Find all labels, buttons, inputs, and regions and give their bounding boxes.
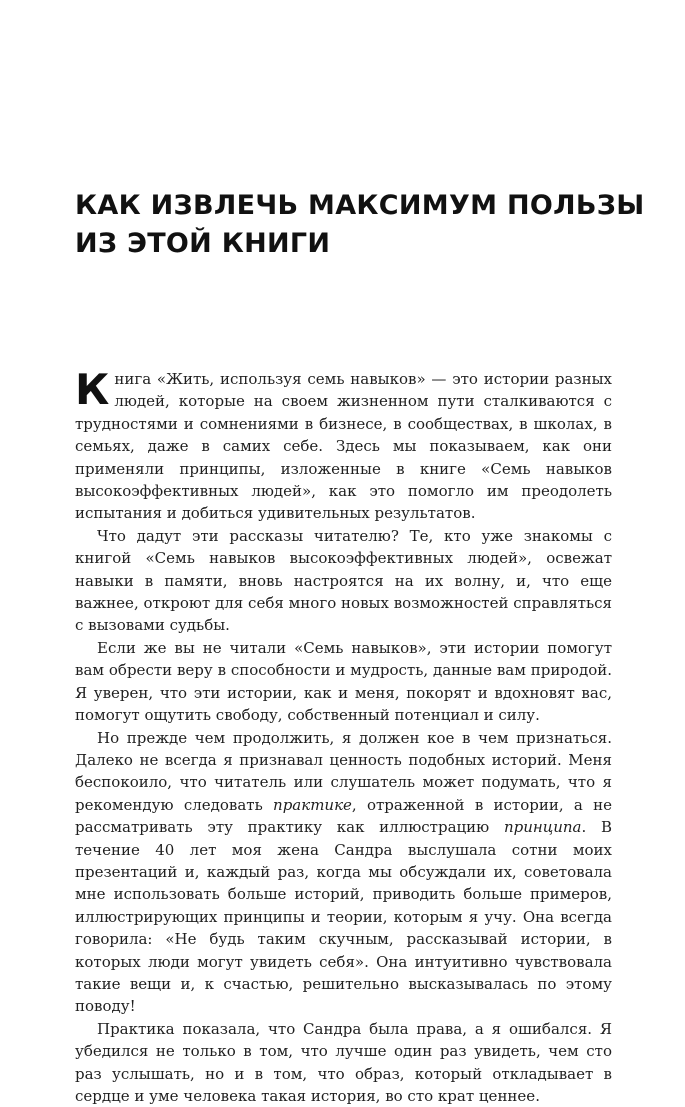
paragraph-4-emphasis-practice: практике [273,795,352,814]
paragraph-4 [75,727,612,1018]
drop-cap: К [75,365,110,414]
paragraph-4-text-b: , отраженной в истории, а не рассматривать эту практику как иллюстрацию [75,795,612,837]
paragraph-1 [75,365,612,525]
paragraph-2: Что дадут эти рассказы читателю? Те, кто уже знакомы с книгой «Семь навыков высокоэффективных людей», освежат навыки в памяти, вновь настроятся на их волну, и, что еще важнее, откроют для себя много новых возможностей справляться с вызовами судьбы. [75,526,612,635]
paragraph-1-text: нига «Жить, используя семь навыков» — это истории разных людей, которые на своем жизненном пути сталкиваются с трудностями и сомнениями в бизнесе, в сообществах, в школах, в семьях, даже в самих себе. Здесь мы показываем, как они применяли принципы, изложенные в книге «Семь навыков высокоэффективных людей», как это помогло им преодолеть испытания и добиться удивительных результатов. [75,370,612,523]
chapter-title [75,187,645,263]
paragraph-4-text-c: . В течение 40 лет моя жена Сандра выслушала сотни моих презентаций и, каждый раз, когда мы обсуждали их, советовала мне использовать больше историй, приводить больше примеров, иллюстрирующих принципы и теории, которым я учу. Она всегда говорила: «Не будь таким скучным, рассказывай истории, в которых люди могут увидеть себя». Она интуитивно чувствовала такие вещи и, к счастью, решительно высказывалась по этому поводу! [75,818,612,1016]
paragraph-4-emphasis-principle: принципа [503,818,582,837]
chapter-title-line-2: ИЗ ЭТОЙ КНИГИ [75,228,331,259]
chapter-title-line-1: КАК ИЗВЛЕЧЬ МАКСИМУМ ПОЛЬЗЫ [75,190,645,221]
paragraph-5: Практика показала, что Сандра была права, а я ошибался. Я убедился не только в том, что лучше один раз увидеть, чем сто раз услышать, но и в том, что образ, который откладывает в сердце и уме человека такая история, во сто крат ценнее. [75,1019,612,1105]
body-text [75,365,612,1107]
paragraph-4-text-a: Но прежде чем продолжить, я должен кое в чем признаться. Далеко не всегда я признавал ценность подобных историй. Меня беспокоило, что читатель или слушатель может подумать, что я рекомендую следовать [75,728,612,814]
paragraph-3: Если же вы не читали «Семь навыков», эти истории помогут вам обрести веру в способности и мудрость, данные вам природой. Я уверен, что эти истории, как и меня, покорят и вдохновят вас, помогут ощутить свободу, собственный потенциал и силу. [75,638,612,725]
